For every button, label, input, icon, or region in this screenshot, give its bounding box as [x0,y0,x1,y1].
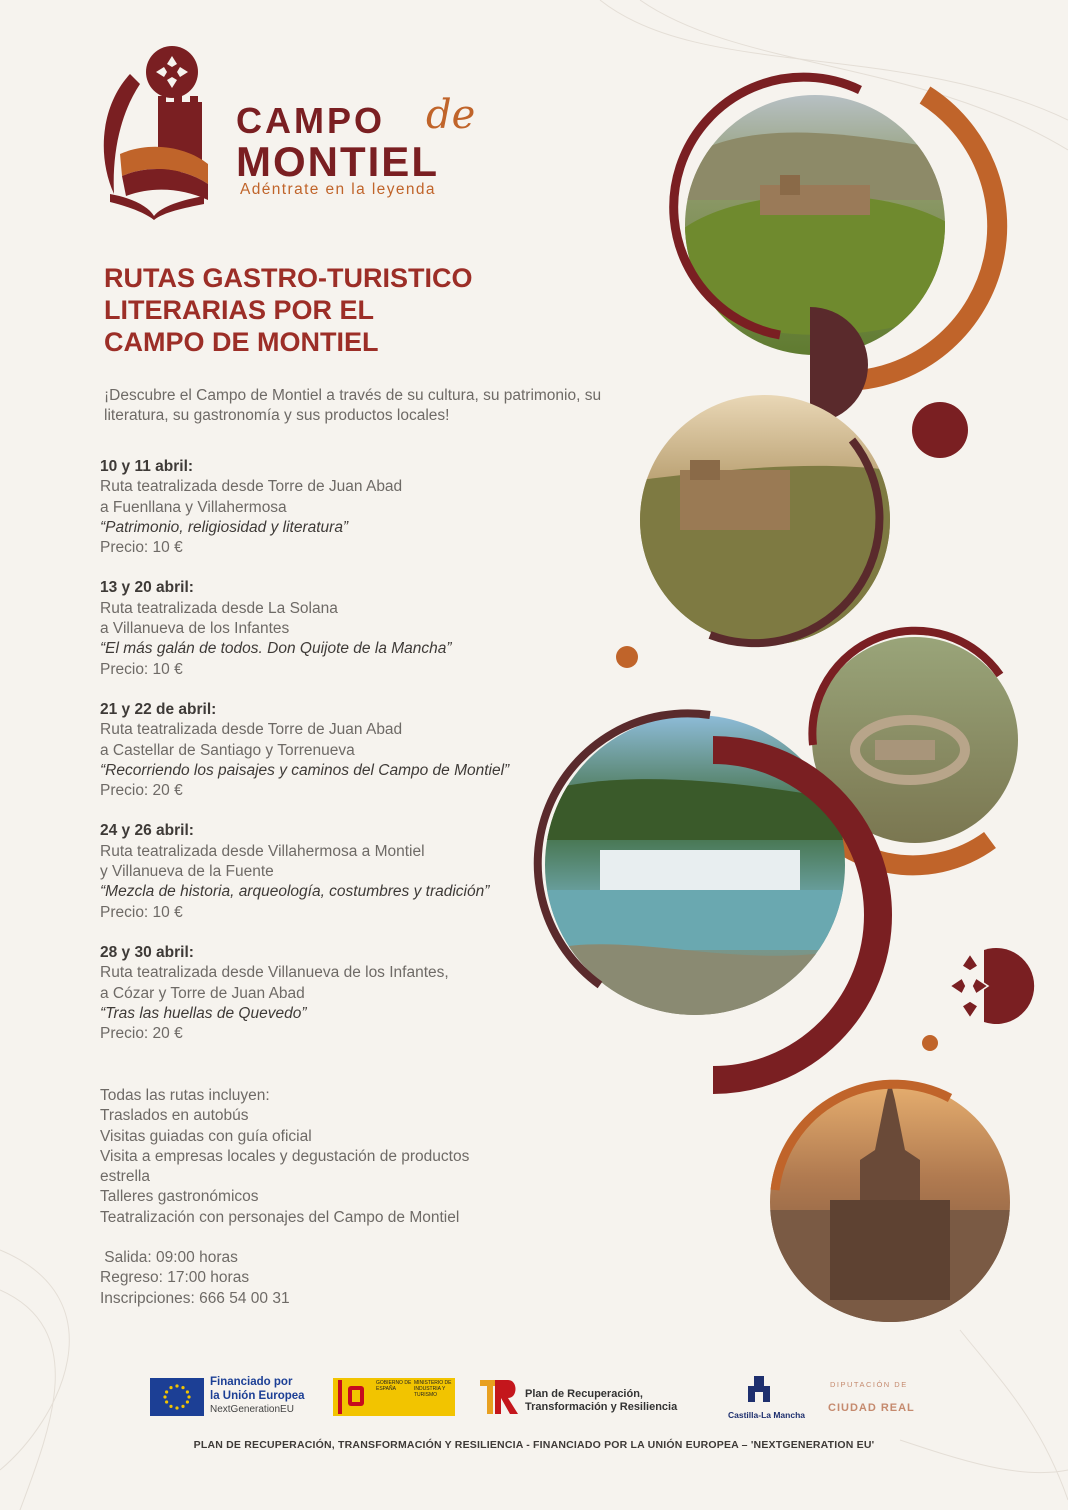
brand-montiel: MONTIEL [236,138,439,185]
event-date: 13 y 20 abril: [100,579,194,597]
photo-collage [530,50,1050,1350]
page-title [104,262,564,358]
event-quote: “Mezcla de historia, arqueología, costumbres y tradición” [100,883,490,901]
brand-tagline: Adéntrate en la leyenda [240,181,436,198]
recovery-plan-text [525,1388,677,1414]
departure-time: Salida: 09:00 horas [100,1249,238,1266]
event-quote: “El más galán de todos. Don Quijote de la Mancha” [100,640,452,658]
event-price: Precio: 20 € [100,1025,183,1043]
title-line: CAMPO DE MONTIEL [104,327,379,357]
recovery-line: Transformación y Resiliencia [525,1401,678,1413]
ministry-label: MINISTERIO DE INDUSTRIA Y TURISMO [414,1380,452,1398]
recovery-plan-logo [478,1376,522,1418]
eu-funding-text [210,1376,305,1417]
event-route: Ruta teatralizada desde Villanueva de los Infantes, [100,964,449,982]
includes-item: Visitas guiadas con guía oficial [100,1127,312,1145]
event-price: Precio: 10 € [100,903,183,921]
event-price: Precio: 20 € [100,782,183,800]
includes-item: Teatralización con personajes del Campo de Montiel [100,1208,460,1226]
footer-note: PLAN DE RECUPERACIÓN, TRANSFORMACIÓN Y RESILIENCIA - FINANCIADO POR LA UNIÓN EUROPEA – 'NEXTGENERATION EU' [193,1439,875,1451]
eu-flag-icon [150,1378,204,1416]
event-date: 24 y 26 abril: [100,822,194,840]
event-route: Ruta teatralizada desde Villahermosa a Montiel [100,842,425,860]
dot-maroon [912,402,968,458]
ciudad-real-label: CIUDAD REAL [828,1402,915,1414]
dot-orange-small [922,1035,938,1051]
title-line: LITERARIAS POR EL [104,295,375,325]
event-route: Ruta teatralizada desde Torre de Juan Abad [100,478,403,496]
photo-ruins-sunset [640,395,890,645]
cross-icon [950,954,988,1018]
event-date: 28 y 30 abril: [100,943,194,961]
event-item [100,821,530,922]
includes-item: Traslados en autobús [100,1107,249,1125]
brand-campo: CAMPO [236,100,385,141]
event-quote: “Tras las huellas de Quevedo” [100,1004,307,1022]
title-line: RUTAS GASTRO-TURISTICO [104,263,473,293]
event-route: a Castellar de Santiago y Torrenueva [100,741,355,759]
event-date: 10 y 11 abril: [100,458,194,475]
event-route: Ruta teatralizada desde Torre de Juan Abad [100,721,403,739]
castilla-la-mancha-logo [740,1374,778,1404]
event-quote: “Recorriendo los paisajes y caminos del Campo de Montiel” [100,761,510,779]
event-route: a Cózar y Torre de Juan Abad [100,984,305,1002]
brand-de: de [426,92,476,138]
diputacion-label: DIPUTACIÓN DE [830,1380,908,1389]
includes-item: Visita a empresas locales y degustación de productos estrella [100,1147,470,1186]
includes-list [100,1086,530,1228]
event-item [100,700,530,801]
eu-line: Financiado por [210,1376,293,1388]
event-route: Ruta teatralizada desde La Solana [100,599,338,617]
schedule-info [100,1248,530,1309]
recovery-line: Plan de Recuperación, [525,1388,643,1400]
event-price: Precio: 10 € [100,660,183,678]
includes-item: Talleres gastronómicos [100,1188,259,1206]
event-price: Precio: 10 € [100,539,183,557]
dot-orange [616,646,638,668]
event-route: a Fuenllana y Villahermosa [100,498,287,516]
return-time: Regreso: 17:00 horas [100,1269,250,1287]
registration-phone: Inscripciones: 666 54 00 31 [100,1289,290,1307]
campo-de-montiel-logo [92,44,216,220]
eu-line: NextGenerationEU [210,1404,294,1415]
event-item [100,943,530,1044]
event-route: a Villanueva de los Infantes [100,620,290,638]
castilla-la-mancha-label: Castilla-La Mancha [728,1410,805,1420]
intro-text: ¡Descubre el Campo de Montiel a través de su cultura, su patrimonio, su literatura, su gastronomía y sus productos locales! [104,387,602,424]
includes-heading: Todas las rutas incluyen: [100,1087,270,1104]
event-quote: “Patrimonio, religiosidad y literatura” [100,518,349,536]
event-date: 21 y 22 de abril: [100,700,217,718]
emblem-half-circle [984,948,1034,1024]
event-item [100,457,530,558]
event-item [100,578,530,679]
eu-line: la Unión Europea [210,1389,305,1402]
spain-shield-icon [338,1380,372,1414]
spain-gov-label: GOBIERNO DE ESPAÑA [376,1380,412,1392]
event-route: y Villanueva de la Fuente [100,863,274,881]
event-list [100,457,530,1064]
